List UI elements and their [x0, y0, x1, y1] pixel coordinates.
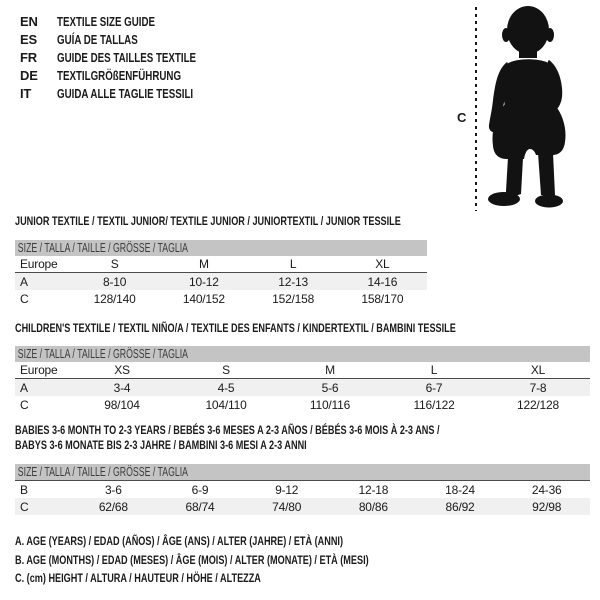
value-cell: 6-9	[191, 482, 209, 497]
height-measure-label: C	[457, 110, 467, 125]
value-cell: 3-6	[104, 482, 122, 497]
value-cell: M	[198, 257, 209, 271]
value-cell: XL	[530, 363, 546, 377]
language-label: GUIDA ALLE TAGLIE TESSILI	[57, 85, 194, 101]
row-label-cell: A	[20, 380, 28, 395]
language-code: EN	[20, 13, 38, 29]
baby-silhouette-icon	[483, 4, 575, 209]
junior-size-table	[15, 240, 427, 307]
value-cell: 6-7	[425, 380, 443, 395]
value-cell: 7-8	[529, 380, 547, 395]
value-cell: L	[289, 257, 297, 271]
language-row	[20, 66, 242, 84]
row-label-cell: B	[20, 482, 28, 497]
value-cell: XL	[375, 257, 390, 271]
babies-table-title	[15, 423, 574, 453]
value-cell: 4-5	[217, 380, 235, 395]
table-row	[15, 498, 590, 515]
value-cell: 3-4	[113, 380, 131, 395]
size-header-bar	[15, 464, 590, 481]
value-cell: 128/140	[93, 291, 136, 306]
size-header-label: SIZE / TALLA / TAILLE / GRÖSSE / TAGLIA	[17, 465, 189, 479]
value-cell: 80/86	[358, 499, 388, 514]
value-cell: S	[222, 363, 230, 377]
table-title-line: BABYS 3-6 MONATE BIS 2-3 JAHRE / BAMBINI 3-6 MESI A 2-3 ANNI	[15, 438, 307, 452]
value-cell: 116/122	[413, 397, 455, 412]
value-cell: 68/74	[185, 499, 215, 514]
language-label: TEXTILE SIZE GUIDE	[57, 13, 156, 29]
language-code: IT	[20, 85, 32, 101]
row-label-cell: Europe	[20, 363, 58, 377]
value-cell: 9-12	[275, 482, 299, 497]
value-cell: 24-36	[531, 482, 562, 497]
table-row	[15, 256, 427, 273]
value-cell: 140/152	[182, 291, 225, 306]
value-cell: 12-18	[358, 482, 389, 497]
table-title-line: CHILDREN'S TEXTILE / TEXTIL NIÑO/A / TEXTILE DES ENFANTS / KINDERTEXTIL / BAMBINI TESSILE	[15, 321, 456, 335]
size-header-bar	[15, 346, 590, 362]
row-label-cell: Europe	[20, 257, 58, 271]
size-header-label: SIZE / TALLA / TAILLE / GRÖSSE / TAGLIA	[17, 241, 189, 255]
value-cell: 14-16	[367, 274, 398, 289]
table-row	[15, 290, 427, 307]
language-title-list	[20, 12, 242, 102]
table-row	[15, 481, 590, 498]
children-table-title	[15, 321, 595, 336]
value-cell: 10-12	[189, 274, 219, 289]
babies-size-table	[15, 464, 590, 515]
language-row	[20, 84, 242, 102]
language-row	[20, 30, 242, 48]
table-row	[15, 396, 590, 413]
row-label-cell: C	[20, 397, 29, 412]
language-label: GUÍA DE TALLAS	[57, 31, 138, 47]
size-header-label: SIZE / TALLA / TAILLE / GRÖSSE / TAGLIA	[17, 347, 189, 361]
value-cell: 12-13	[278, 274, 308, 289]
language-row	[20, 12, 242, 30]
table-row	[15, 273, 427, 290]
language-code: ES	[20, 31, 37, 47]
row-label-cell: C	[20, 291, 29, 306]
footnote-list	[15, 532, 480, 588]
value-cell: 74/80	[272, 499, 302, 514]
value-cell: 122/128	[517, 397, 559, 412]
value-cell: 98/104	[104, 397, 140, 412]
language-code: FR	[20, 49, 37, 65]
value-cell: S	[110, 257, 119, 271]
baby-height-figure	[455, 4, 595, 214]
value-cell: M	[325, 363, 335, 377]
table-row	[15, 379, 590, 396]
value-cell: 8-10	[103, 274, 127, 289]
value-cell: XS	[114, 363, 130, 377]
footnote: B. AGE (MONTHS) / EDAD (MESES) / ÂGE (MOIS) / ALTER (MONATE) / ETÀ (MESI)	[15, 552, 369, 567]
row-label-cell: A	[20, 274, 28, 289]
value-cell: 5-6	[321, 380, 339, 395]
table-row	[15, 362, 590, 379]
size-header-bar	[15, 240, 427, 256]
language-label: TEXTILGRÖßENFÜHRUNG	[57, 67, 182, 83]
value-cell: 152/158	[272, 291, 315, 306]
value-cell: 92/98	[532, 499, 562, 514]
language-code: DE	[20, 67, 38, 83]
value-cell: 110/116	[309, 397, 351, 412]
value-cell: 158/170	[361, 291, 404, 306]
height-dashed-line	[475, 7, 477, 211]
value-cell: 18-24	[445, 482, 475, 497]
junior-table-title	[15, 214, 523, 229]
table-title-line: BABIES 3-6 MONTH TO 2-3 YEARS / BEBÉS 3-6 MESES A 2-3 AÑOS / BÉBÉS 3-6 MOIS À 2-3 ANS /	[15, 423, 440, 437]
value-cell: L	[430, 363, 438, 377]
children-size-table	[15, 346, 590, 413]
footnote: C. (cm) HEIGHT / ALTURA / HAUTEUR / HÖHE / ALTEZZA	[15, 571, 261, 585]
footnote: A. AGE (YEARS) / EDAD (AÑOS) / ÂGE (ANS) / ALTER (JAHRE) / ETÀ (ANNI)	[15, 534, 343, 548]
value-cell: 62/68	[98, 499, 128, 514]
value-cell: 104/110	[205, 397, 247, 412]
language-label: GUIDE DES TAILLES TEXTILE	[57, 49, 197, 65]
language-row	[20, 48, 242, 66]
table-title-line: JUNIOR TEXTILE / TEXTIL JUNIOR/ TEXTILE JUNIOR / JUNIORTEXTIL / JUNIOR TESSILE	[15, 214, 401, 228]
row-label-cell: C	[20, 499, 29, 514]
value-cell: 86/92	[445, 499, 475, 514]
